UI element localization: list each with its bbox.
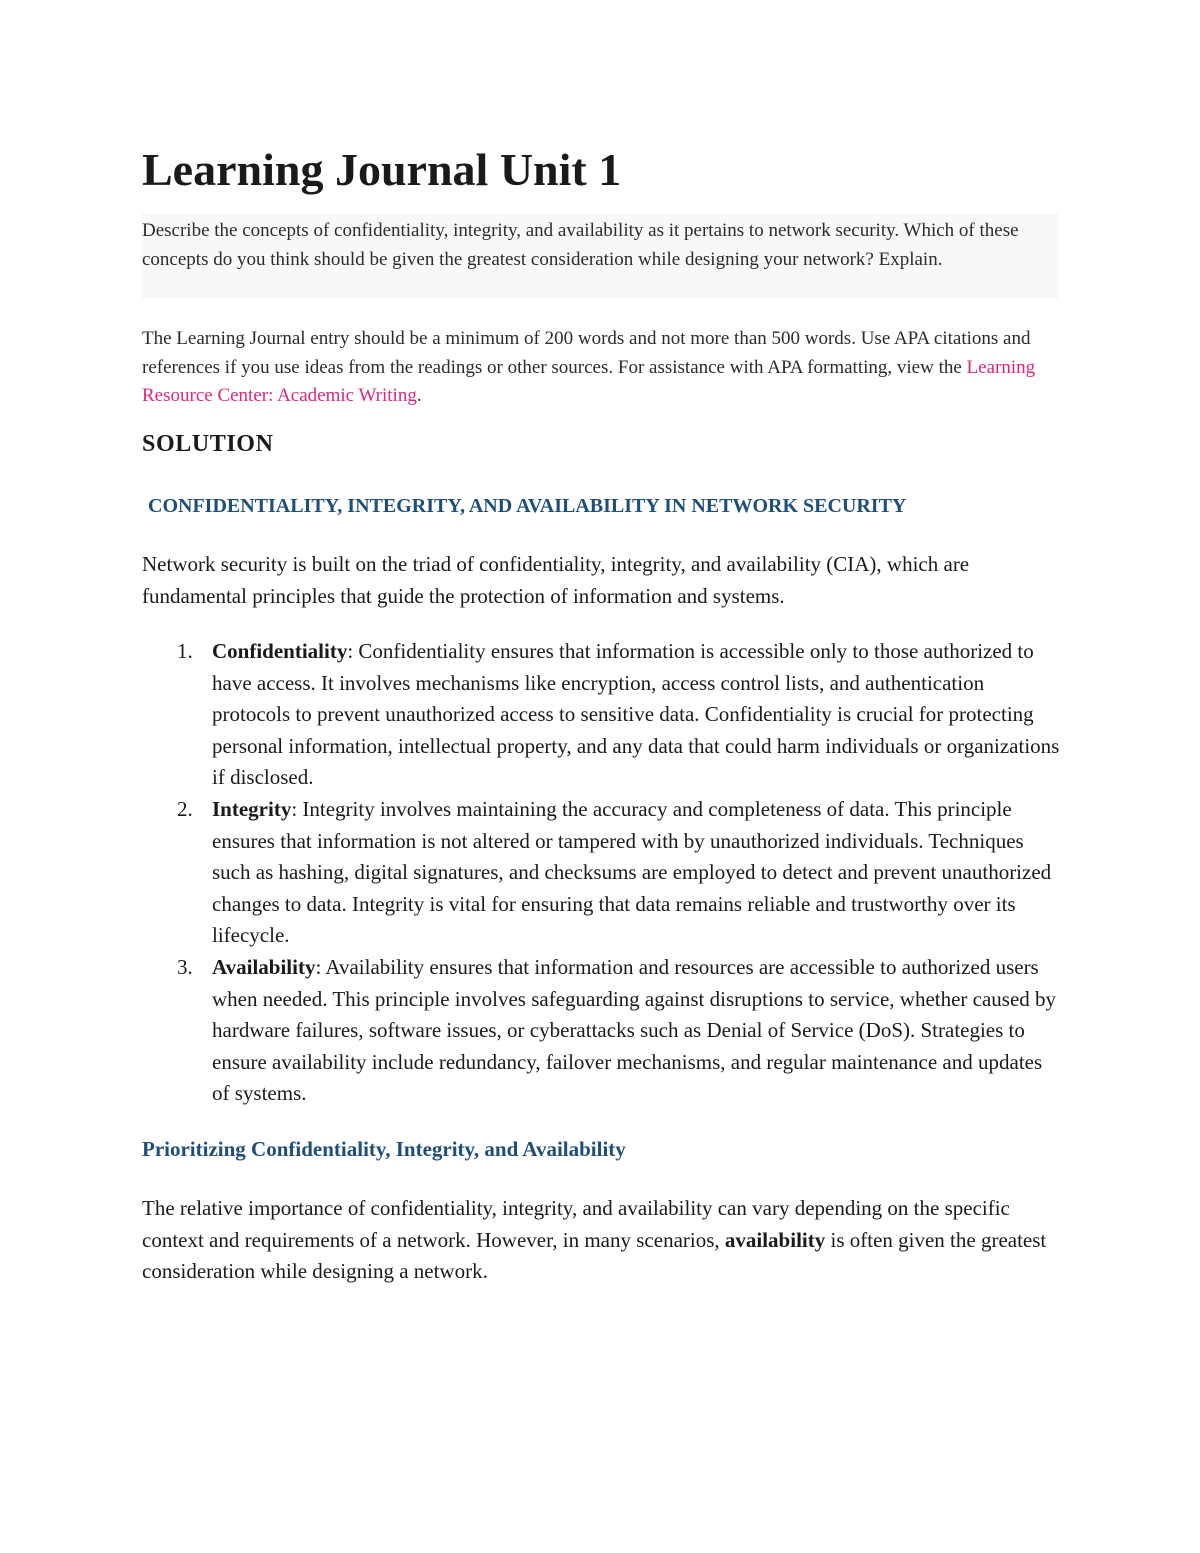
list-item-number: 2. bbox=[177, 796, 193, 821]
prioritizing-heading: Prioritizing Confidentiality, Integrity, and Availability bbox=[142, 1137, 626, 1161]
intro-paragraph: Network security is built on the triad of confidentiality, integrity, and availability (CIA), which are fundamental principles that guide the protection of information and systems. bbox=[142, 552, 970, 608]
list-item-number: 3. bbox=[177, 954, 193, 979]
closing-bold-term: availability bbox=[724, 1227, 826, 1252]
instructions-text: The Learning Journal entry should be a minimum of 200 words and not more than 500 words. Use APA citations and references if you use ideas from the readings or other sources. For assistance with APA formatting, view the bbox=[142, 328, 1031, 378]
academic-writing-link[interactable]: Learning Resource Center: Academic Writing bbox=[142, 356, 1036, 407]
instructions-paragraph bbox=[142, 325, 1058, 411]
list-item-confidentiality bbox=[142, 636, 1060, 794]
cia-list bbox=[142, 636, 1060, 1110]
list-item-term: Availability bbox=[212, 954, 316, 979]
page-title: Learning Journal Unit 1 bbox=[142, 144, 622, 195]
list-item-availability bbox=[142, 952, 1060, 1110]
solution-heading: SOLUTION bbox=[142, 431, 274, 457]
prompt-text: Describe the concepts of confidentiality, integrity, and availability as it pertains to network security. Which of these concepts do you think should be given the greatest consideration while designing your network? Explain. bbox=[142, 220, 1019, 271]
section-heading: CONFIDENTIALITY, INTEGRITY, AND AVAILABILITY IN NETWORK SECURITY bbox=[148, 495, 907, 517]
closing-text-end: is often given the greatest consideration while designing a network. bbox=[142, 1227, 1047, 1284]
list-item-text: : Confidentiality ensures that information is accessible only to those authorized to have access. It involves mechanisms like encryption, access control lists, and authentication protocols to prevent unauthorized access to sensitive data. Confidentiality is crucial for protecting personal information, intellectual property, and any data that could harm individuals or organizations if disclosed. bbox=[212, 639, 1060, 790]
list-item-text: : Availability ensures that information and resources are accessible to authorized users when needed. This principle involves safeguarding against disruptions to service, whether caused by hardware failures, software issues, or cyberattacks such as Denial of Service (DoS). Strategies to ensure availability include redundancy, failover mechanisms, and regular maintenance and updates of systems. bbox=[212, 954, 1057, 1106]
closing-text: The relative importance of confidentiality, integrity, and availability can vary depending on the specific context and requirements of a network. However, in many scenarios, bbox=[142, 1196, 1010, 1252]
list-item-term: Integrity bbox=[212, 796, 292, 821]
closing-paragraph bbox=[142, 1193, 1060, 1288]
list-item-integrity bbox=[142, 794, 1060, 952]
list-item-term: Confidentiality bbox=[212, 639, 348, 663]
list-item-number: 1. bbox=[177, 639, 193, 663]
list-item-text: : Integrity involves maintaining the accuracy and completeness of data. This principle ensures that information is not altered or tampered with by unauthorized individuals. Techniques such as hashing, digital signatures, and checksums are employed to detect and prevent unauthorized changes to data. Integrity is vital for ensuring that data remains reliable and trustworthy over its lifecycle. bbox=[212, 796, 1052, 948]
instructions-end: . bbox=[416, 385, 422, 407]
